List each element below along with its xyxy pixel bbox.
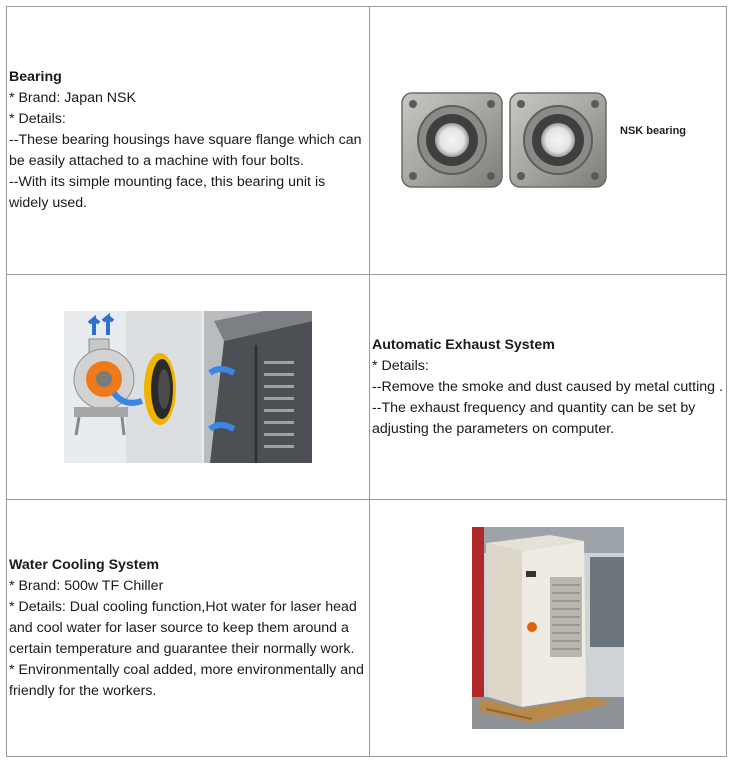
exhaust-line: * Details: xyxy=(372,357,429,374)
exhaust-image-cell xyxy=(7,275,370,500)
bearing-image-cell xyxy=(370,7,727,275)
bearing-text-cell xyxy=(7,7,370,275)
chiller-line: * Environmentally coal added, more environmentally and friendly for the workers. xyxy=(9,661,364,699)
table-row xyxy=(7,500,727,757)
bearing-unit-right xyxy=(510,93,606,187)
table-row xyxy=(7,275,727,500)
chiller-image xyxy=(472,527,624,729)
bearing-image xyxy=(398,89,698,193)
exhaust-image xyxy=(64,311,312,463)
exhaust-heading: Automatic Exhaust System xyxy=(372,336,555,353)
bearing-line: * Brand: Japan NSK xyxy=(9,90,136,106)
exhaust-port xyxy=(144,353,176,425)
machine-panel xyxy=(210,311,312,463)
chiller-image-cell xyxy=(370,500,727,757)
chiller-unit xyxy=(486,535,586,707)
bearing-line: --These bearing housings have square flange which can be easily attached to a machine with four bolts. xyxy=(9,132,362,169)
chiller-line: * Brand: 500w TF Chiller xyxy=(9,577,164,594)
bearing-caption: NSK bearing xyxy=(620,124,687,137)
bearing-line: * Details: xyxy=(9,111,66,127)
chiller-heading: Water Cooling System xyxy=(9,556,160,573)
bearing-unit-left xyxy=(402,93,502,187)
chiller-text-cell xyxy=(7,500,370,757)
exhaust-line: --The exhaust frequency and quantity can be set by adjusting the parameters on computer. xyxy=(372,399,696,437)
exhaust-line: --Remove the smoke and dust caused by metal cutting . xyxy=(372,378,723,395)
chiller-line: * Details: Dual cooling function,Hot water for laser head and cool water for laser source to keep them around a certain temperature and guarantee their normally work. xyxy=(9,598,357,657)
exhaust-text-cell xyxy=(370,275,727,500)
table-row xyxy=(7,7,727,275)
bearing-heading: Bearing xyxy=(9,69,62,85)
spec-table xyxy=(6,6,727,757)
bearing-line: --With its simple mounting face, this bearing unit is widely used. xyxy=(9,174,326,211)
